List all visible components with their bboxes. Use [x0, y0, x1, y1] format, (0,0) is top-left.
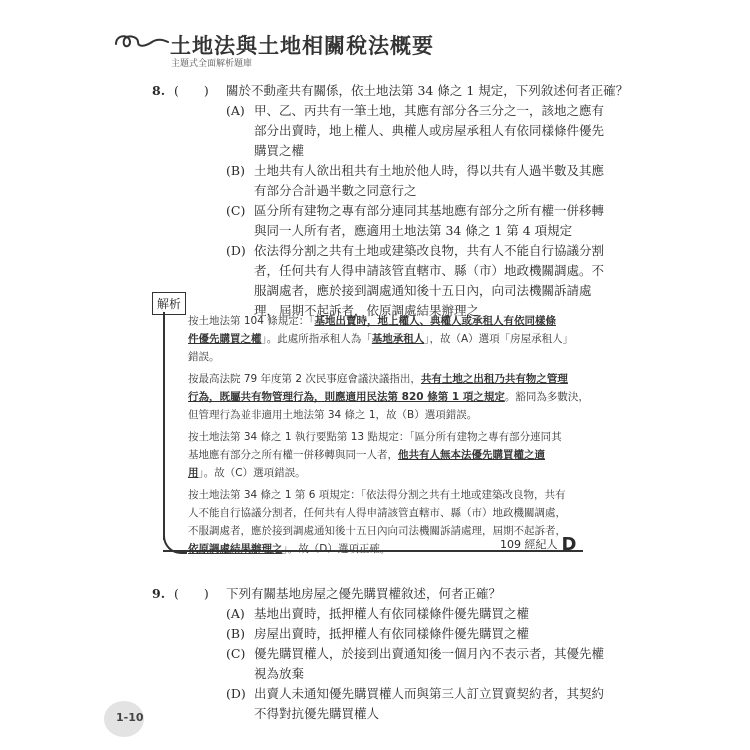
analysis-text: 基地應有部分之所有權一併移轉與同一人者，: [188, 449, 398, 461]
option-label: (C): [226, 203, 246, 218]
answer-letter: D: [561, 534, 577, 555]
option-text: 基地出賣時，抵押權人有依同樣條件優先購買之權: [254, 606, 530, 621]
header-title: 土地法與土地相關稅法概要: [170, 34, 434, 58]
header-logo-swirl-icon: [112, 28, 172, 54]
analysis-line: [188, 330, 586, 348]
option-text: 出賣人未通知優先購買權人而與第三人訂立買賣契約者，其契約: [254, 686, 605, 701]
analysis-text: 人不能自行協議分割者，任何共有人得申請該管直轄市、縣（市）地政機關調處，: [188, 507, 566, 519]
analysis-emphasis: 共有土地之出租乃共有物之管理: [420, 373, 568, 385]
analysis-emphasis: 行為，既屬共有物管理行為，則應適用民法第 820 條第 1 項之規定: [188, 391, 505, 403]
option-b: [226, 161, 604, 201]
question-number: 8.: [152, 83, 166, 98]
analysis-emphasis: 用: [188, 467, 199, 479]
page-number: 1-10: [116, 711, 144, 724]
analysis-line: [188, 446, 586, 464]
analysis-paragraph: [188, 428, 586, 482]
answer-blank: ( ): [174, 586, 209, 601]
question-stem: 關於不動產共有關係，依土地法第 34 條之 1 規定，下列敘述何者正確？: [226, 83, 629, 98]
header-subtitle: 主題式全面解析題庫: [171, 59, 253, 69]
analysis-emphasis: 件優先購買之權: [188, 333, 262, 345]
option-text: 服調處者，應於接到調處通知後十五日內，向司法機關訴請處: [254, 283, 592, 298]
analysis-text: 。豁同為多數決，: [504, 391, 589, 403]
option-text: 者，任何共有人得申請該管直轄市、縣（市）地政機關調處。不: [254, 263, 605, 278]
analysis-line: [188, 464, 586, 482]
analysis-text: 按最高法院 79 年度第 2 次民事庭會議決議指出，: [188, 373, 421, 385]
option-text: 與同一人所有者，應適用土地法第 34 條之 1 第 4 項規定: [254, 223, 573, 238]
option-text: 依法得分割之共有土地或建築改良物，共有人不能自行協議分割: [254, 243, 605, 258]
analysis-text: 」。故（D）選項正確。: [282, 543, 391, 555]
option-text: 視為放棄: [254, 666, 305, 681]
option-text: 房屋出賣時，抵押權人有依同樣條件優先購買之權: [254, 626, 530, 641]
option-label: (A): [226, 606, 245, 621]
analysis-line: [188, 504, 586, 522]
analysis-line: [188, 312, 586, 330]
answer-source: [500, 534, 576, 555]
analysis-paragraph: [188, 370, 589, 424]
option-text: 部分出賣時，地上權人、典權人或房屋承租人有依同樣條件優先: [254, 123, 605, 138]
option-c: [226, 644, 604, 684]
analysis-line: [188, 388, 589, 406]
option-b: [226, 624, 529, 644]
option-label: (C): [226, 646, 246, 661]
option-text: 購買之權: [254, 143, 305, 158]
analysis-line: [188, 348, 586, 366]
answer-exam-code: 109 經紀人: [500, 538, 558, 551]
analysis-text: 但管理行為並非適用土地法第 34 條之 1，故（B）選項錯誤。: [188, 409, 478, 421]
analysis-text: 按土地法第 104 條規定：「: [188, 315, 315, 327]
option-text: 理，屆期不起訴者，依原調處結果辦理之: [254, 303, 480, 318]
analysis-line: [188, 406, 586, 424]
option-a: [226, 101, 604, 161]
analysis-text: 按土地法第 34 條之 1 第 6 項規定：「依法得分割之共有土地或建築改良物，共有: [188, 489, 566, 501]
analysis-emphasis: 依原調處結果辦理之: [188, 543, 283, 555]
option-text: 區分所有建物之專有部分連同其基地應有部分之所有權一併移轉: [254, 203, 605, 218]
question-number: 9.: [152, 586, 166, 601]
option-text: 不得對抗優先購買權人: [254, 706, 380, 721]
option-label: (D): [226, 686, 246, 701]
option-text: 有部分合計過半數之同意行之: [254, 183, 417, 198]
analysis-paragraph: [188, 312, 586, 366]
analysis-text: 不服調處者，應於接到調處通知後十五日內向司法機關訴請處理，屆期不起訴者，: [188, 525, 566, 537]
analysis-emphasis: 基地承租人: [371, 333, 425, 345]
option-d: [226, 684, 604, 724]
analysis-text: 」。故（C）選項錯誤。: [198, 467, 306, 479]
page-number-badge: [104, 701, 144, 737]
option-d: [226, 241, 604, 321]
analysis-tag: 解析: [152, 292, 186, 315]
option-text: 土地共有人欲出租共有土地於他人時，得以共有人過半數及其應: [254, 163, 605, 178]
analysis-text: 按土地法第 34 條之 1 執行要點第 13 點規定：「區分所有建物之專有部分連同其: [188, 431, 562, 443]
option-text: 甲、乙、丙共有一筆土地，其應有部分各三分之一，該地之應有: [254, 103, 605, 118]
option-label: (B): [226, 163, 245, 178]
analysis-line: [188, 428, 586, 446]
option-label: (A): [226, 103, 245, 118]
analysis-emphasis: 基地出賣時，地上權人、典權人或承租人有依同樣條: [314, 315, 556, 327]
option-c: [226, 201, 604, 241]
option-a: [226, 604, 529, 624]
option-text: 優先購買權人，於接到出賣通知後一個月內不表示者，其優先權: [254, 646, 605, 661]
analysis-text: 」。此處所指承租人為「: [261, 333, 372, 345]
question-9: [152, 584, 605, 721]
analysis-line: [188, 486, 586, 504]
option-label: (D): [226, 243, 246, 258]
question-stem: 下列有關基地房屋之優先購買權敘述，何者正確？: [226, 586, 502, 601]
analysis-emphasis: 他共有人無本法優先購買權之適: [398, 449, 545, 461]
analysis-body: [188, 312, 589, 562]
analysis-text: 」，故（A）選項「房屋承租人」: [424, 333, 574, 345]
option-label: (B): [226, 626, 245, 641]
analysis-bracket-vertical: [163, 312, 165, 540]
analysis-text: 錯誤。: [188, 351, 220, 363]
answer-blank: ( ): [174, 83, 209, 98]
analysis-line: [188, 370, 586, 388]
